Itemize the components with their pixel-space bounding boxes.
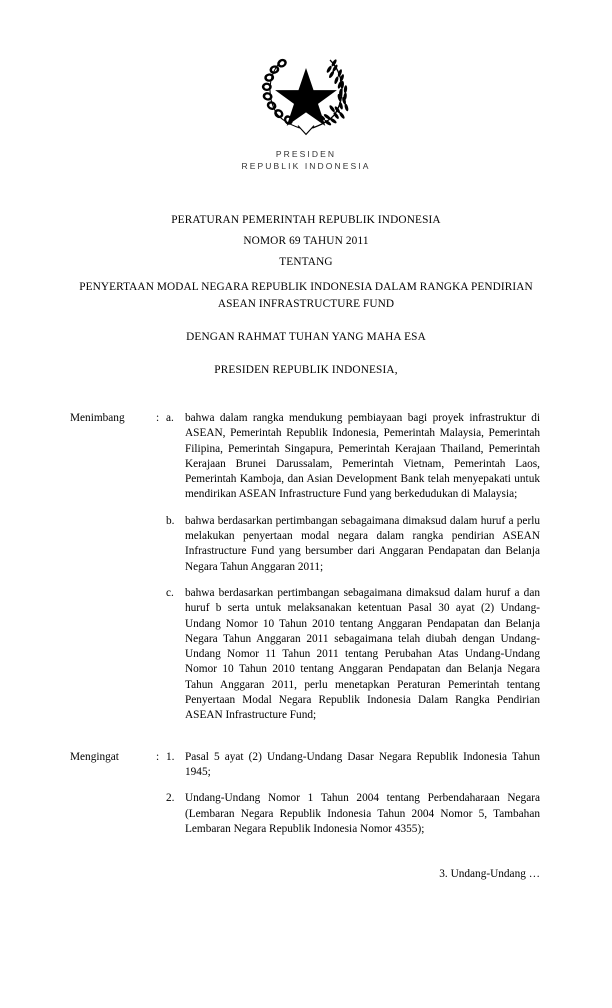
considerations-label: Menimbang: [70, 412, 125, 424]
regulation-number-line: NOMOR 69 TAHUN 2011: [243, 235, 369, 247]
letterhead-caption: [0, 148, 612, 172]
considerations-section: [70, 411, 540, 724]
consideration-text-c: bahwa berdasarkan pertimbangan sebagaimana dimaksud dalam huruf a dan huruf b serta untuk melaksanakan ketentuan Pasal 30 ayat (2) Undang-Undang Nomor 10 Tahun 2010 tentang Anggaran Pendapatan dan Belanja Negara Tahun Anggaran 2011 sebagaimana telah diubah dengan Undang-Undang Nomor 11 Tahun 2011 tentang Perubahan Atas Undang-Undang Nomor 10 Tahun 2010 tentang Anggaran Pendapatan dan Belanja Negara Tahun Anggaran 2011, perlu menetapkan Peraturan Pemerintah tentang Penyertaan Modal Negara Republik Indonesia Dalam Rangka Pendirian ASEAN Infrastructure Fund;: [185, 586, 540, 722]
legal-basis-text-1: Pasal 5 ayat (2) Undang-Undang Dasar Negara Republik Indonesia Tahun 1945;: [185, 750, 540, 778]
legal-basis-marker-2: 2.: [166, 792, 175, 805]
letterhead: [0, 0, 612, 172]
consideration-text-b: bahwa berdasarkan pertimbangan sebagaimana dimaksud dalam huruf a perlu melakukan penyertaan modal negara dalam rangka pendirian ASEAN Infrastructure Fund yang bersumber dari Anggaran Pendapatan dan Belanja Negara Tahun Anggaran 2011;: [185, 514, 540, 573]
letterhead-caption-line2: REPUBLIK INDONESIA: [241, 161, 371, 171]
page-continuation-note: 3. Undang-Undang …: [439, 868, 540, 881]
about-label: TENTANG: [279, 256, 333, 268]
document-title-block: [0, 210, 612, 381]
legal-basis-section: [70, 750, 540, 837]
consideration-item-c: [70, 586, 540, 724]
blessing-line: DENGAN RAHMAT TUHAN YANG MAHA ESA: [186, 331, 426, 343]
garuda-star-wreath-emblem: [258, 52, 354, 140]
consideration-marker-b: b.: [166, 514, 175, 527]
legal-basis-item-1: [70, 750, 540, 781]
consideration-item-b: [70, 514, 540, 575]
considerations-colon: :: [156, 412, 160, 424]
legal-basis-label: Mengingat: [70, 750, 119, 763]
legal-basis-text-2: Undang-Undang Nomor 1 Tahun 2004 tentang Perbendaharaan Negara (Lembaran Negara Republik Indonesia Tahun 2004 Nomor 5, Tambahan Lembaran Negara Republik Indonesia Nomor 4355);: [185, 792, 540, 835]
consideration-item-a: [70, 411, 540, 503]
legal-basis-colon: :: [156, 750, 160, 763]
regulation-subject: PENYERTAAN MODAL NEGARA REPUBLIK INDONESIA DALAM RANGKA PENDIRIAN ASEAN INFRASTRUCTURE FUND: [79, 281, 533, 310]
consideration-text-a: bahwa dalam rangka mendukung pembiayaan bagi proyek infrastruktur di ASEAN, Pemerintah Republik Indonesia, Pemerintah Malaysia, Pemerintah Filipina, Pemerintah Singapura, Pemerintah Kerajaan Thailand, Pemerintah Kerajaan Brunei Darussalam, Pemerintah Vietnam, Pemerintah Laos, Pemerintah Kamboja, dan Asian Development Bank telah menyepakati untuk mendirikan ASEAN Infrastructure Fund yang berkedudukan di Malaysia;: [185, 412, 540, 501]
issuing-authority: PRESIDEN REPUBLIK INDONESIA,: [214, 364, 398, 376]
consideration-marker-c: c.: [166, 586, 174, 599]
legal-basis-marker-1: 1.: [166, 750, 175, 763]
letterhead-caption-line1: PRESIDEN: [275, 149, 337, 159]
legal-basis-item-2: [70, 791, 540, 837]
consideration-marker-a: a.: [166, 412, 174, 424]
regulation-type-line: PERATURAN PEMERINTAH REPUBLIK INDONESIA: [171, 214, 441, 226]
document-body: [0, 411, 612, 837]
